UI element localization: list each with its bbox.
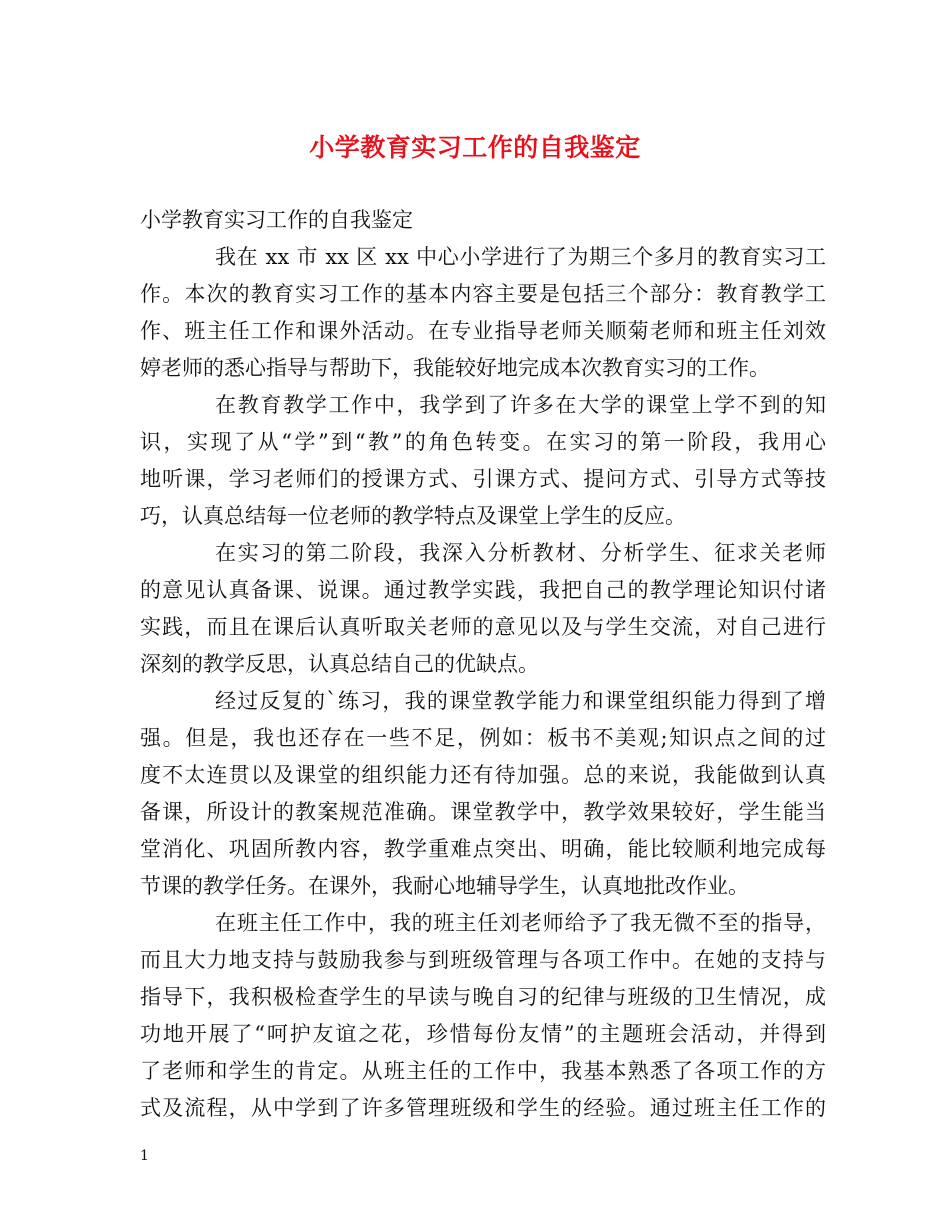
text-line: 婷老师的悉心指导与帮助下，我能较好地完成本次教育实习的工作。 [140,356,770,380]
text-line: 在实习的第二阶段，我深入分析教材、分析学生、征求关老师 [215,541,826,565]
text-line: 节课的教学任务。在课外，我耐心地辅导学生，认真地批改作业。 [140,874,749,898]
text-line: 在教育教学工作中，我学到了许多在大学的课堂上学不到的知 [215,393,826,417]
text-line: 作。本次的教育实习工作的基本内容主要是包括三个部分：教育教学工 [140,282,826,306]
text-line: 巧，认真总结每一位老师的教学特点及课堂上学生的反应。 [140,504,686,528]
text-line: 地听课，学习老师们的授课方式、引课方式、提问方式、引导方式等技 [140,467,826,491]
text-line: 度不太连贯以及课堂的组织能力还有待加强。总的来说，我能做到认真 [140,763,826,787]
text-line: 功地开展了“呵护友谊之花，珍惜每份友情”的主题班会活动，并得到 [140,1022,826,1046]
page-number: 1 [140,1148,149,1164]
text-line: 我在 xx 市 xx 区 xx 中心小学进行了为期三个多月的教育实习工 [215,245,826,269]
text-line: 小学教育实习工作的自我鉴定 [140,208,413,232]
document-body [140,202,826,1127]
text-line: 备课，所设计的教案规范准确。课堂教学中，教学效果较好，学生能当 [140,800,826,824]
text-line: 实践，而且在课后认真听取关老师的意见以及与学生交流，对自己进行 [140,615,826,639]
text-line: 作、班主任工作和课外活动。在专业指导老师关顺菊老师和班主任刘效 [140,319,826,343]
text-line: 式及流程，从中学到了许多管理班级和学生的经验。通过班主任工作的 [140,1096,826,1120]
text-line: 而且大力地支持与鼓励我参与到班级管理与各项工作中。在她的支持与 [140,948,826,972]
text-line: 经过反复的`练习，我的课堂教学能力和课堂组织能力得到了增 [215,689,826,713]
text-line: 指导下，我积极检查学生的早读与晚自习的纪律与班级的卫生情况，成 [140,985,826,1009]
text-line: 识，实现了从“学”到“教”的角色转变。在实习的第一阶段，我用心 [140,430,826,454]
text-line: 深刻的教学反思，认真总结自己的优缺点。 [140,652,539,676]
document-title: 小学教育实习工作的自我鉴定 [309,133,641,162]
text-line: 堂消化、巩固所教内容，教学重难点突出、明确，能比较顺利地完成每 [140,837,826,861]
text-line: 在班主任工作中，我的班主任刘老师给予了我无微不至的指导， [215,911,826,935]
text-line: 的意见认真备课、说课。通过教学实践，我把自己的教学理论知识付诸 [140,578,826,602]
text-line: 强。但是，我也还存在一些不足，例如：板书不美观;知识点之间的过 [140,726,826,750]
text-line: 了老师和学生的肯定。从班主任的工作中，我基本熟悉了各项工作的方 [140,1059,826,1083]
